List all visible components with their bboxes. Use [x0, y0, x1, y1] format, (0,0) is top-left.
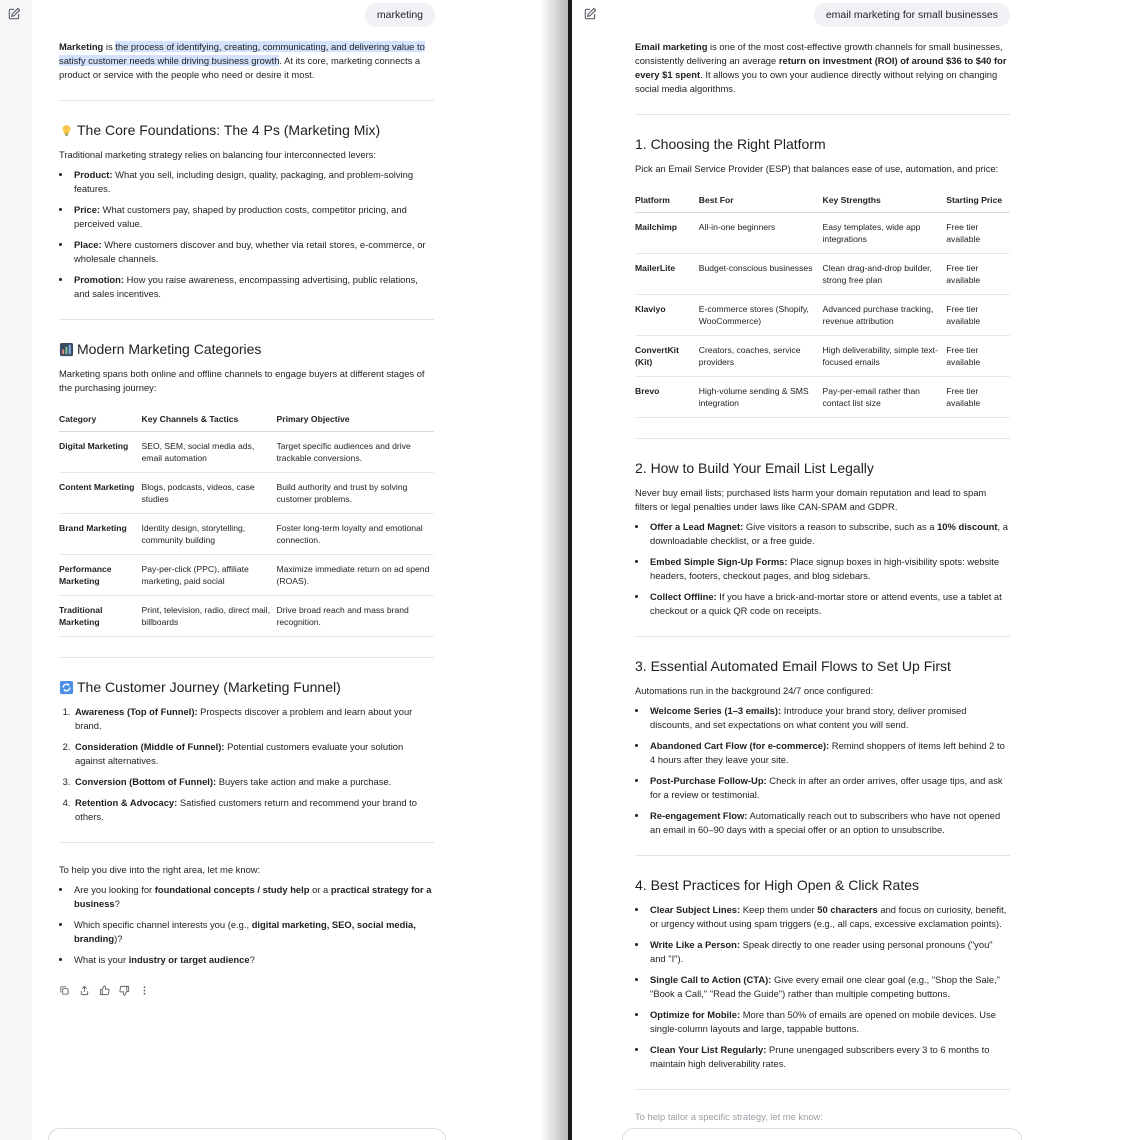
list-item: 1. Awareness (Top of Funnel): Prospects discover a problem and learn about your brand. — [73, 705, 434, 733]
table-row: Performance Marketing Pay-per-click (PPC), affiliate marketing, paid social Maximize immediate return on ad spend (ROAS). — [59, 555, 434, 596]
flows-list — [635, 704, 1010, 837]
response-content — [59, 40, 434, 996]
faded-followup-text: To help tailor a specific strategy, let me know: — [635, 1111, 823, 1122]
table-row: Traditional Marketing Print, television, radio, direct mail, billboards Drive broad reach and mass brand recognition. — [59, 596, 434, 637]
list-item: 4. Retention & Advocacy: Satisfied customers return and recommend your brand to others. — [73, 796, 434, 824]
section-heading-categories: Modern Marketing Categories — [59, 340, 434, 358]
column-header: Best For — [699, 188, 823, 213]
list-item: • Which specific channel interests you (e.g., digital marketing, SEO, social media, branding)? — [72, 918, 434, 946]
section-desc: Never buy email lists; purchased lists harm your domain reputation and lead to spam filters or legal penalties under laws like CAN-SPAM and GDPR. — [635, 487, 987, 512]
copy-icon[interactable] — [59, 985, 70, 996]
intro-paragraph: Email marketing is one of the most cost-effective growth channels for small businesses, consistently delivering an average return on investment (ROI) of around $36 to $40 for every $1 spent. It allows you to own your audience directly without relying on changing social media algorithms. — [635, 41, 1007, 94]
table-row: Content Marketing Blogs, podcasts, videos, case studies Build authority and trust by solving customer problems. — [59, 473, 434, 514]
table-row: Brand Marketing Identity design, storytelling, community building Foster long-term loyalty and emotional connection. — [59, 514, 434, 555]
section-divider — [635, 855, 1010, 856]
section-divider — [59, 842, 434, 843]
list-item: • Collect Offline: If you have a brick-and-mortar store or attend events, use a tablet at checkout or a quick QR code on receipts. — [648, 590, 1010, 618]
list-item: • Write Like a Person: Speak directly to one reader using personal pronouns ("you" and "I"). — [648, 938, 1010, 966]
right-chat-pane — [572, 0, 1140, 1140]
section-heading-practices: 4. Best Practices for High Open & Click Rates — [635, 877, 919, 893]
section-divider — [635, 1089, 1010, 1090]
list-item: • Clean Your List Regularly: Prune unengaged subscribers every 3 to 6 months to maintain high deliverability rates. — [648, 1043, 1010, 1071]
list-item: • Price: What customers pay, shaped by production costs, competitor pricing, and perceived value. — [72, 203, 434, 231]
table-row: Klaviyo E-commerce stores (Shopify, WooCommerce) Advanced purchase tracking, revenue attribution Free tier available — [635, 295, 1010, 336]
section-desc: Automations run in the background 24/7 once configured: — [635, 685, 874, 696]
section-heading-4ps: The Core Foundations: The 4 Ps (Marketing Mix) — [59, 121, 434, 139]
section-divider — [59, 657, 434, 658]
four-ps-list — [59, 168, 434, 301]
list-item: 3. Conversion (Bottom of Funnel): Buyers take action and make a purchase. — [73, 775, 434, 789]
list-item: • Offer a Lead Magnet: Give visitors a reason to subscribe, such as a 10% discount, a downloadable checklist, or a free guide. — [648, 520, 1010, 548]
thumbs-up-icon[interactable] — [99, 985, 110, 996]
table-row: Digital Marketing SEO, SEM, social media ads, email automation Target specific audiences and drive trackable conversions. — [59, 432, 434, 473]
list-item: • Post-Purchase Follow-Up: Check in after an order arrives, offer usage tips, and ask for a review or testimonial. — [648, 774, 1010, 802]
left-sidebar-rail — [0, 0, 32, 1140]
response-actions — [59, 985, 434, 996]
edit-icon[interactable] — [583, 7, 597, 21]
section-desc: Traditional marketing strategy relies on balancing four interconnected levers: — [59, 149, 377, 160]
column-header: Key Strengths — [823, 188, 947, 213]
list-building-list — [635, 520, 1010, 618]
chat-input-box[interactable] — [48, 1128, 446, 1140]
share-icon[interactable] — [79, 985, 90, 996]
list-item: • Place: Where customers discover and buy, whether via retail stores, e-commerce, or wholesale channels. — [72, 238, 434, 266]
list-item: • Single Call to Action (CTA): Give every email one clear goal (e.g., "Shop the Sale," "Book a Call," "Read the Guide") rather than multiple competing buttons. — [648, 973, 1010, 1001]
table-row: Brevo High-volume sending & SMS integration Pay-per-email rather than contact list size Free tier available — [635, 377, 1010, 418]
list-item: • Clear Subject Lines: Keep them under 50 characters and focus on curiosity, benefit, or urgency without using spam triggers (e.g., all caps, excessive exclamation points). — [648, 903, 1010, 931]
list-item: • Product: What you sell, including design, quality, packaging, and problem-solving features. — [72, 168, 434, 196]
practices-list — [635, 903, 1010, 1071]
list-item: • Embed Simple Sign-Up Forms: Place signup boxes in high-visibility spots: website headers, footers, checkout pages, and blog sidebars. — [648, 555, 1010, 583]
table-header-row — [59, 407, 434, 432]
column-header: Key Channels & Tactics — [142, 407, 277, 432]
list-item: 2. Consideration (Middle of Funnel): Potential customers evaluate your solution against alternatives. — [73, 740, 434, 768]
column-header: Platform — [635, 188, 699, 213]
more-icon[interactable] — [139, 985, 150, 996]
list-item: • Abandoned Cart Flow (for e-commerce): Remind shoppers of items left behind 2 to 4 hours after they leave your site. — [648, 739, 1010, 767]
section-divider — [59, 319, 434, 320]
lightbulb-icon — [59, 123, 74, 138]
categories-table — [59, 407, 434, 637]
section-divider — [635, 636, 1010, 637]
table-row: ConvertKit (Kit) Creators, coaches, service providers High deliverability, simple text-focused emails Free tier available — [635, 336, 1010, 377]
platform-table — [635, 188, 1010, 418]
section-heading-platform: 1. Choosing the Right Platform — [635, 136, 826, 152]
followup-intro: To help you dive into the right area, let me know: — [59, 864, 261, 875]
section-desc: Marketing spans both online and offline channels to engage buyers at different stages of the purchasing journey: — [59, 368, 425, 393]
funnel-list — [59, 705, 434, 824]
intro-paragraph: Marketing is the process of identifying, creating, communicating, and delivering value to satisfy customer needs while driving business growth. At its core, marketing connects a product or service with the people who need or desire it most. — [59, 41, 425, 80]
left-chat-pane — [0, 0, 568, 1140]
list-item: • Are you looking for foundational concepts / study help or a practical strategy for a business? — [72, 883, 434, 911]
section-divider — [635, 114, 1010, 115]
chat-input-box[interactable] — [622, 1128, 1022, 1140]
section-divider — [635, 438, 1010, 439]
list-item: • Welcome Series (1–3 emails): Introduce your brand story, deliver promised discounts, and set expectations on what content you will send. — [648, 704, 1010, 732]
column-header: Primary Objective — [277, 407, 435, 432]
section-heading-flows: 3. Essential Automated Email Flows to Set Up First — [635, 658, 951, 674]
list-item: • Re-engagement Flow: Automatically reach out to subscribers who have not opened an email in 60–90 days with a special offer or an option to unsubscribe. — [648, 809, 1010, 837]
cycle-icon — [59, 680, 74, 695]
table-header-row — [635, 188, 1010, 213]
edit-icon[interactable] — [7, 7, 21, 21]
thumbs-down-icon[interactable] — [119, 985, 130, 996]
user-query-bubble: marketing — [365, 3, 435, 27]
section-divider — [59, 100, 434, 101]
highlighted-text: the process of identifying, creating, communicating, and delivering value to satisfy customer needs while driving business growth — [59, 41, 425, 66]
followup-questions — [59, 883, 434, 967]
table-row: MailerLite Budget-conscious businesses Clean drag-and-drop builder, strong free plan Free tier available — [635, 254, 1010, 295]
section-heading-list: 2. How to Build Your Email List Legally — [635, 460, 874, 476]
table-row: Mailchimp All-in-one beginners Easy templates, wide app integrations Free tier available — [635, 213, 1010, 254]
user-query-bubble: email marketing for small businesses — [814, 3, 1010, 27]
column-header: Starting Price — [946, 188, 1010, 213]
column-header: Category — [59, 407, 142, 432]
bar-chart-icon — [59, 342, 74, 357]
section-desc: Pick an Email Service Provider (ESP) that balances ease of use, automation, and price: — [635, 163, 999, 174]
section-heading-funnel: The Customer Journey (Marketing Funnel) — [59, 678, 434, 696]
list-item: • Optimize for Mobile: More than 50% of emails are opened on mobile devices. Use single-column layouts and large, tappable buttons. — [648, 1008, 1010, 1036]
list-item: • What is your industry or target audience? — [72, 953, 434, 967]
list-item: • Promotion: How you raise awareness, encompassing advertising, public relations, and sales incentives. — [72, 273, 434, 301]
response-content — [635, 40, 1010, 1124]
